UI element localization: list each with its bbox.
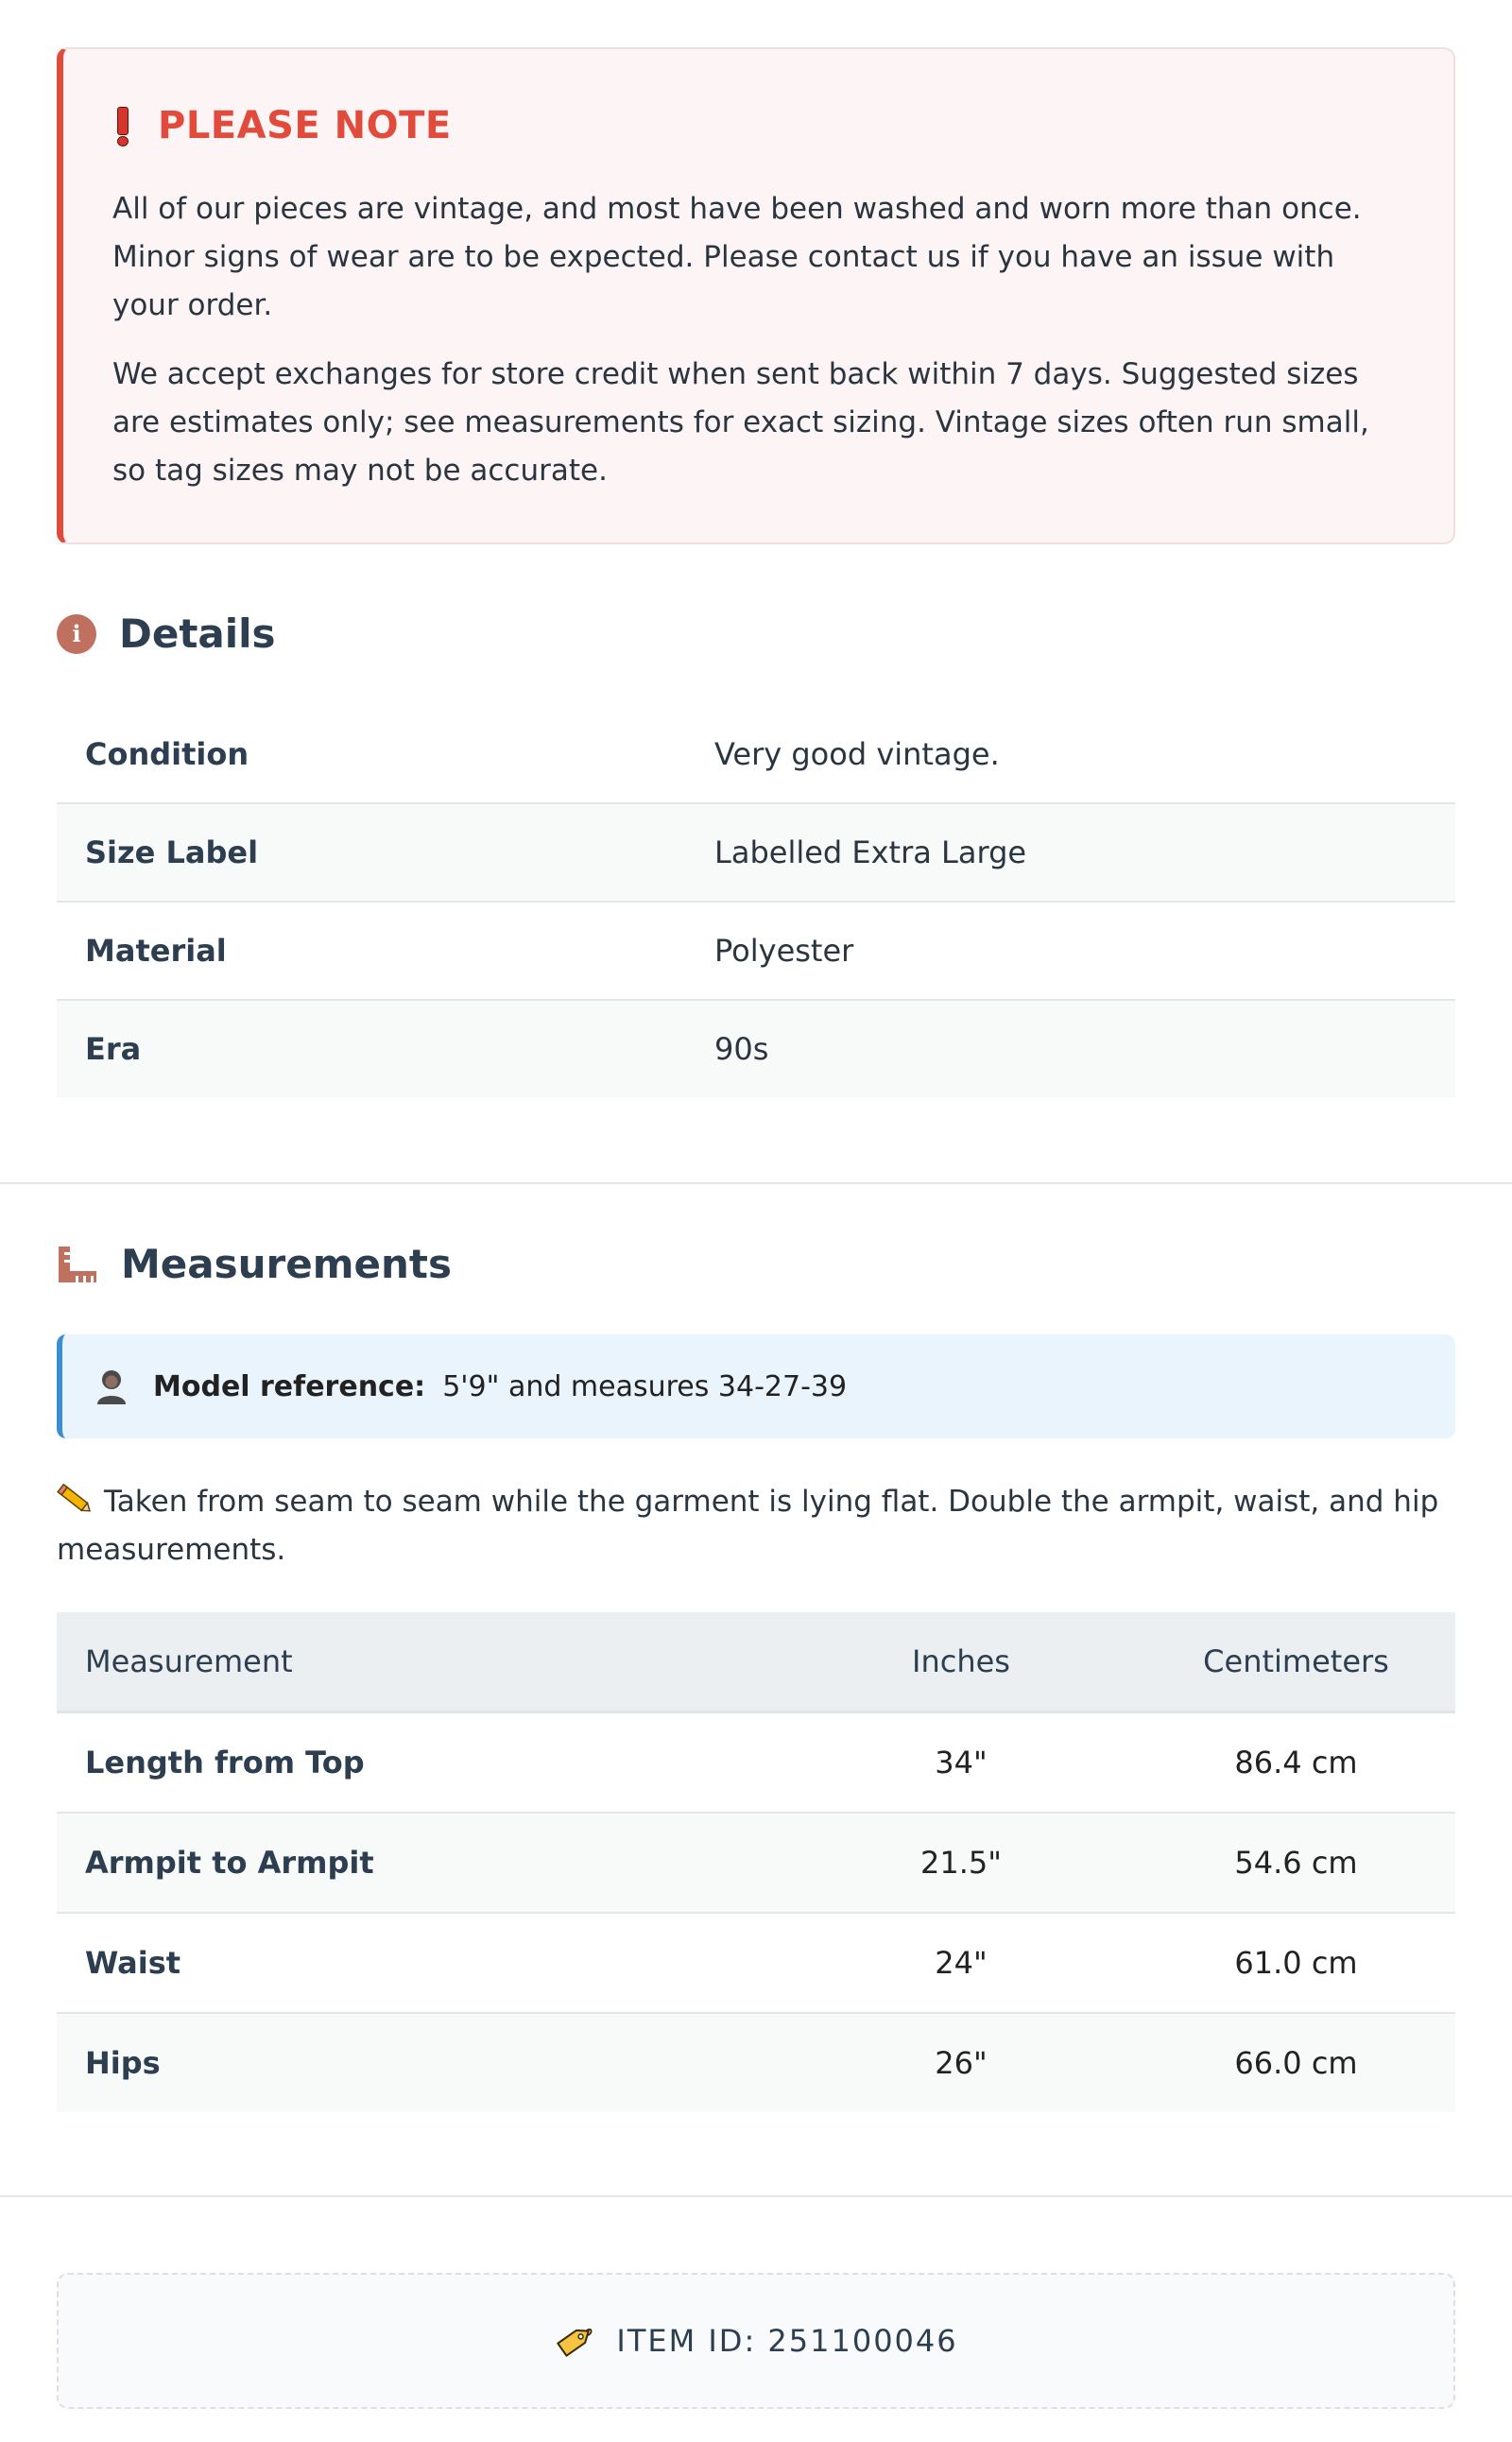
- detail-value: Polyester: [686, 902, 1455, 1000]
- table-row: [57, 803, 1455, 902]
- item-id-box: [57, 2273, 1455, 2409]
- measurement-inches: 24": [785, 1913, 1137, 2013]
- notice-title-text: PLEASE NOTE: [158, 104, 452, 147]
- model-reference-value: 5'9" and measures 34-27-39: [442, 1369, 848, 1403]
- measurement-cm: 54.6 cm: [1137, 1813, 1455, 1913]
- notice-paragraph: All of our pieces are vintage, and most have been washed and worn more than once. Minor signs of wear are to be expected. Please contact us if you have an issue with your order.: [112, 192, 1362, 322]
- table-row: [57, 1000, 1455, 1097]
- measurement-inches: 34": [785, 1712, 1137, 1814]
- exclamation-icon: [112, 107, 131, 145]
- measurement-name: Armpit to Armpit: [57, 1813, 785, 1913]
- table-row: [57, 902, 1455, 1000]
- table-row: [57, 706, 1455, 803]
- tag-icon: [554, 2322, 595, 2360]
- please-note-box: [57, 47, 1455, 544]
- measurement-cm: 86.4 cm: [1137, 1712, 1455, 1814]
- model-reference-label: Model reference:: [153, 1369, 426, 1403]
- table-row: [57, 1813, 1455, 1913]
- measurement-inches: 26": [785, 2013, 1137, 2112]
- detail-label: Era: [57, 1000, 686, 1097]
- measurement-cm: 61.0 cm: [1137, 1913, 1455, 2013]
- person-icon: [94, 1367, 129, 1405]
- table-row: [57, 1712, 1455, 1814]
- measurement-note: [57, 1478, 1455, 1574]
- measurement-cm: 66.0 cm: [1137, 2013, 1455, 2112]
- notice-paragraph: We accept exchanges for store credit when sent back within 7 days. Suggested sizes are estimates only; see measurements for exact sizing. Vintage sizes often run small, so tag sizes may not be accurate.: [112, 357, 1369, 488]
- notice-title: [112, 104, 1400, 147]
- details-heading: [57, 610, 1455, 657]
- table-row: [57, 2013, 1455, 2112]
- details-table: [57, 706, 1455, 1097]
- table-header-row: [57, 1612, 1455, 1712]
- section-divider: [0, 1182, 1512, 1184]
- measurement-name: Hips: [57, 2013, 785, 2112]
- detail-value: Labelled Extra Large: [686, 803, 1455, 902]
- ruler-icon: [57, 1245, 98, 1284]
- detail-value: Very good vintage.: [686, 706, 1455, 803]
- column-header-centimeters: Centimeters: [1137, 1612, 1455, 1712]
- info-icon: i: [57, 614, 96, 654]
- section-divider: [0, 2195, 1512, 2197]
- measurement-inches: 21.5": [785, 1813, 1137, 1913]
- detail-label: Condition: [57, 706, 686, 803]
- detail-value: 90s: [686, 1000, 1455, 1097]
- table-row: [57, 1913, 1455, 2013]
- item-id: ITEM ID: 251100046: [616, 2323, 958, 2359]
- measurements-table: [57, 1612, 1455, 2112]
- measurement-name: Waist: [57, 1913, 785, 2013]
- model-reference-box: [57, 1334, 1455, 1438]
- details-heading-text: Details: [119, 610, 276, 657]
- column-header-measurement: Measurement: [57, 1612, 785, 1712]
- measurements-heading: [57, 1241, 1455, 1287]
- detail-label: Size Label: [57, 803, 686, 902]
- measurements-heading-text: Measurements: [121, 1241, 452, 1287]
- column-header-inches: Inches: [785, 1612, 1137, 1712]
- detail-label: Material: [57, 902, 686, 1000]
- measurement-note-text: Taken from seam to seam while the garment is lying flat. Double the armpit, waist, and hip measurements.: [57, 1485, 1439, 1567]
- measurement-name: Length from Top: [57, 1712, 785, 1814]
- pencil-icon: [57, 1483, 94, 1517]
